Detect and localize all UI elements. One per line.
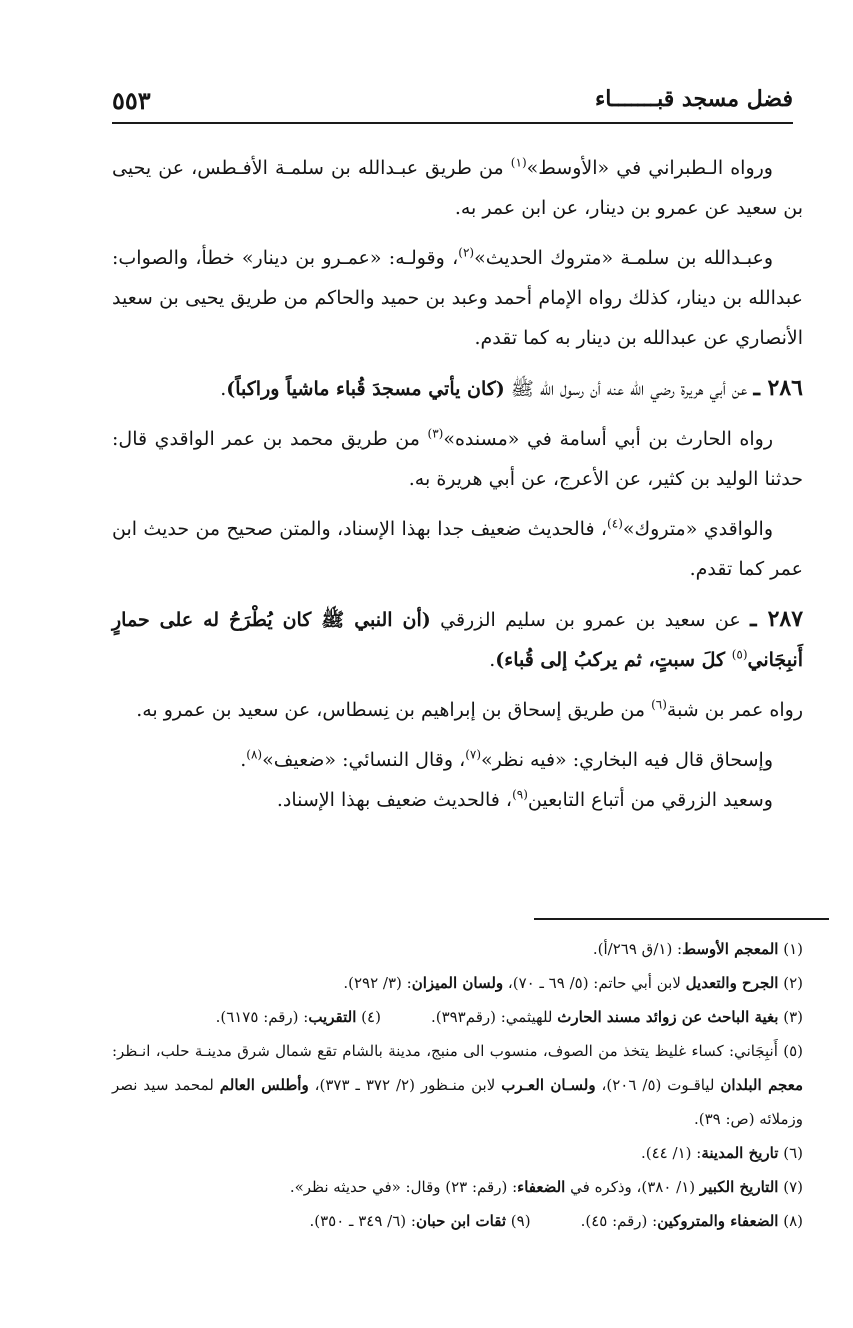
footnote-8: (٨) الضعفاء والمتروكين: (رقم: ٤٥). [580,1212,803,1230]
hadith-matn: (أن النبي ﷺ كان يُطْرَحُ له على حمارٍ أَنبِجَاني [112,609,803,671]
paragraph-2: وعبـدالله بن سلمـة «متروك الحديث»$^{(٢)}$، وقولـه: «عمـرو بن دينار» خطأ، والصواب: عبدالله بن دينار، كذلك رواه الإمام أحمد وعبد بن حميد والحاكم من طريق يحيى بن سعيد الأنصاري عن عبدالله بن دينار به كما تقدم. [112,245,803,349]
paragraph-7: وسعيد الزرقي من أتباع التابعين$^{(٩)}$، فالحديث ضعيف بهذا الإسناد. [276,787,773,811]
footnotes [112,932,803,1238]
footnote-4: (٤) التقريب: (رقم: ٦١٧٥). [215,1008,381,1026]
footnote-1: (١) المعجم الأوسط: (١/ق ٢٦٩/أ). [592,940,803,958]
footnote-ref-2[interactable]: (٢) [458,245,475,260]
footnote-3: (٣) بغية الباحث عن زوائد مسند الحارث للهيثمي: (رقم٣٩٣). [430,1008,803,1026]
footnote-ref-9[interactable]: (٩) [512,787,528,802]
paragraph-6: وإسحاق قال فيه البخاري: «فيه نظر»$^{(٧)}$، وقال النسائي: «ضعيف»$^{(٨)}$. [240,747,773,771]
footnote-ref-6[interactable]: (٦) [651,697,667,712]
footnote-ref-3[interactable]: (٣) [427,426,444,441]
hadith-286: ٢٨٦ ـ عن أبي هريرة رضي الله عنه أن رسول الله ﷺ (كان يأتي مسجدَ قُباء ماشياً وراكباً). [220,375,803,401]
paragraph-5: رواه عمر بن شبة$^{(٦)}$ من طريق إسحاق بن إبراهيم بن نِسطاس، عن سعيد بن عمرو به. [136,697,803,721]
footnote-ref-8[interactable]: (٨) [246,747,263,762]
footnote-ref-5[interactable]: (٥) [731,647,748,662]
paragraph-3: رواه الحارث بن أبي أسامة في «مسنده»$^{(٣)}$ من طريق محمد بن عمر الواقدي قال: حدثنا الوليد بن كثير، عن الأعرج، عن أبي هريرة به. [112,426,803,490]
footnote-2: (٢) الجرح والتعديل لابن أبي حاتم: (٥/ ٦٩ ـ ٧٠)، ولسان الميزان: (٣/ ٢٩٢). [343,974,803,992]
main-text [112,148,803,830]
paragraph-1: ورواه الـطبراني في «الأوسط»$^{(١)}$ من طريق عبـدالله بن سلمـة الأفـطس، عن يحيى بن سعيد عن عمرو بن دينار، عن ابن عمر به. [112,155,803,219]
footnote-9: (٩) ثقات ابن حبان: (٦/ ٣٤٩ ـ ٣٥٠). [309,1212,531,1230]
hadith-number: ٢٨٦ ـ [753,375,803,401]
footnote-separator [534,918,829,920]
footnote-ref-4[interactable]: (٤) [607,516,623,531]
footnote-6: (٦) تاريخ المدينة: (١/ ٤٤). [641,1144,803,1162]
hadith-matn: كلَ سبتٍ، ثم يركبُ إلى قُباء) [495,649,732,671]
footnote-ref-7[interactable]: (٧) [465,747,482,762]
footnote-3-4 [112,1000,803,1034]
paragraph-4: والواقدي «متروك»$^{(٤)}$، فالحديث ضعيف جدا بهذا الإسناد، والمتن صحيح من حديث ابن عمر كما تقدم. [112,516,803,580]
page-number: ٥٥٣ [112,86,151,115]
page-header [112,82,793,124]
hadith-number: ٢٨٧ ـ [750,606,804,632]
footnote-7: (٧) التاريخ الكبير (١/ ٣٨٠)، وذكره في الضعفاء: (رقم: ٢٣) وقال: «في حديثه نظر». [289,1178,803,1196]
hadith-matn: (كان يأتي مسجدَ قُباء ماشياً وراكباً) [226,378,505,400]
footnote-8-9 [112,1204,803,1238]
footnote-5: (٥) أَنبِجَاني: كساء غليظ يتخذ من الصوف، منسوب الى منبج، مدينة بالشام تقع شمال شرق مدينـة حلب، انـظر: معجم البلدان لياقـوت (٥/ ٢٠٦)، ولسـان العـرب لابن منـظور (٢/ ٣٧٢ ـ ٣٧٣)، وأطلس العالم لمحمد سيد نصر وزملائه (ص: ٣٩). [112,1042,804,1128]
footnote-ref-1[interactable]: (١) [510,155,527,170]
hadith-287: ٢٨٧ ـ عن سعيد بن عمرو بن سليم الزرقي (أن النبي ﷺ كان يُطْرَحُ له على حمارٍ أَنبِجَاني$^{(٥)}$ كلَ سبتٍ، ثم يركبُ إلى قُباء). [112,606,804,671]
running-title: فضل مسجد قبـــــــاء [594,86,793,112]
